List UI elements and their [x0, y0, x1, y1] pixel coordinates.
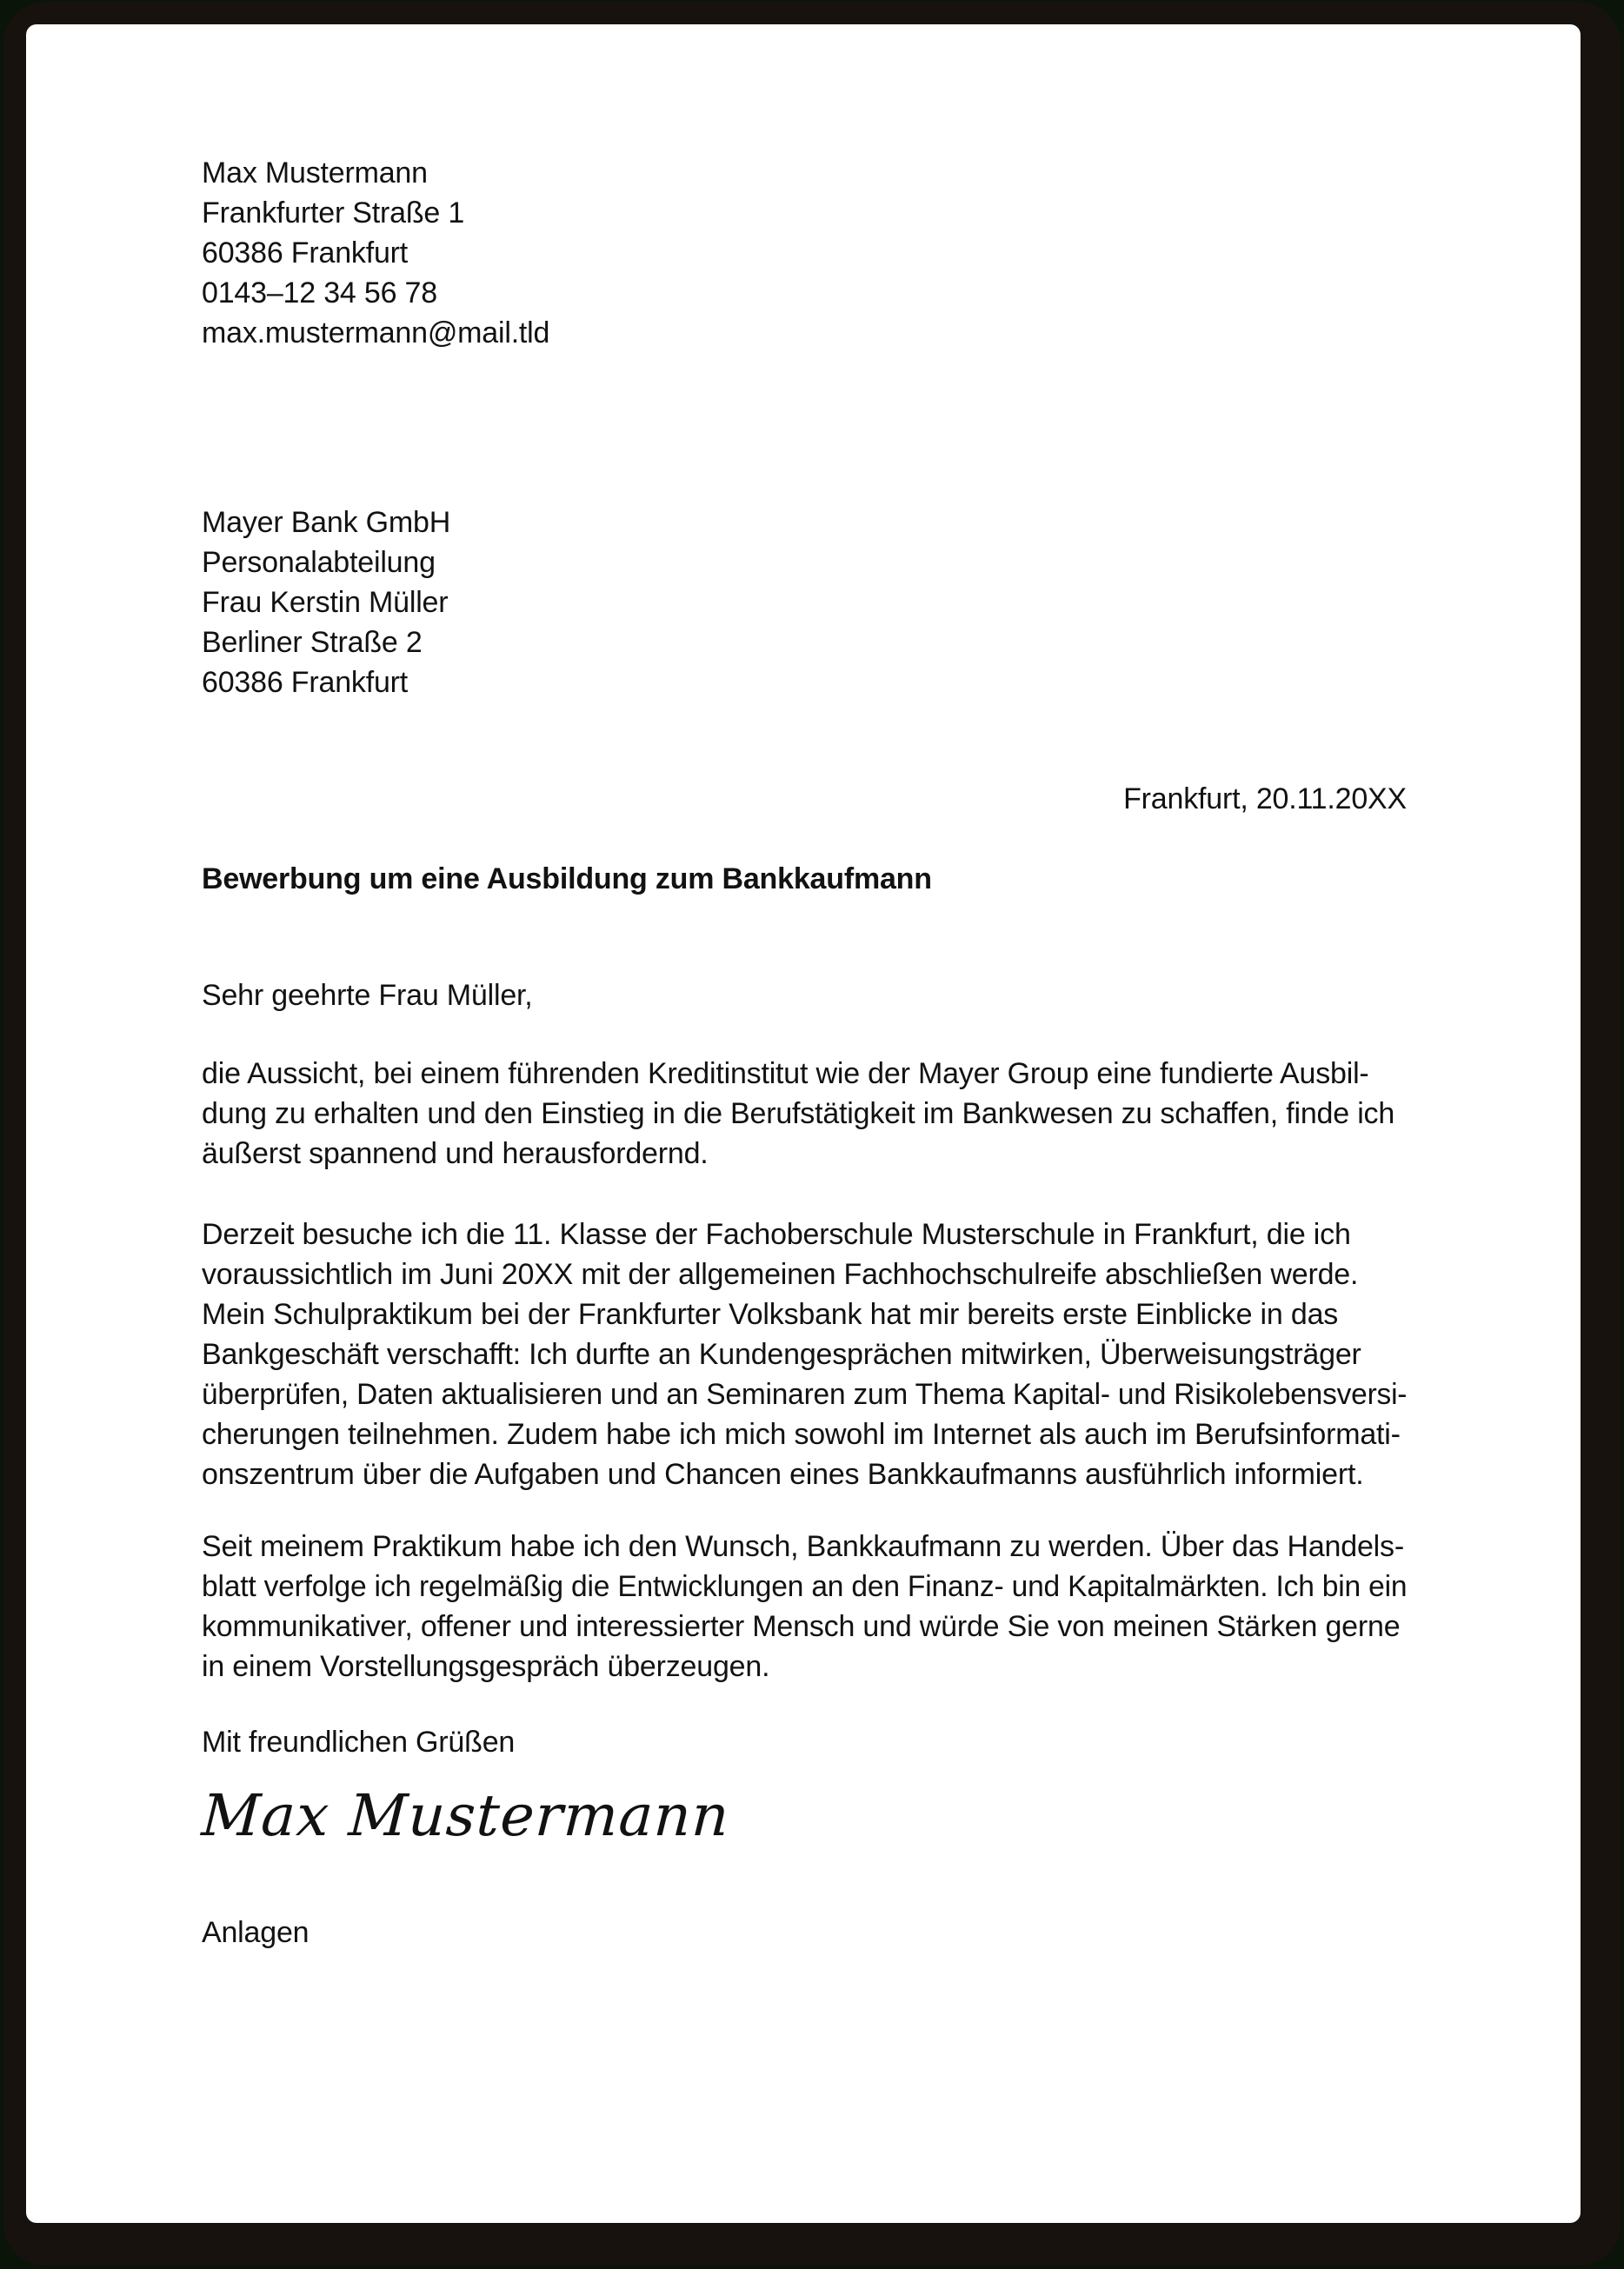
body-paragraph-2 [202, 1214, 1407, 1494]
letter-content [202, 24, 1407, 2223]
body-text-line: blatt verfolge ich regelmäßig die Entwicklungen an den Finanz- und Kapitalmärkten. Ich bin ein [202, 1570, 1408, 1603]
sender-address-line: 0143–12 34 56 78 [202, 276, 437, 309]
body-text-line: äußerst spannend und herausfordernd. [202, 1137, 709, 1170]
body-text-line: Bankgeschäft verschafft: Ich durfte an Kundengesprächen mitwirken, Überweisungsträger [202, 1338, 1361, 1371]
enclosures-label: Anlagen [202, 1916, 309, 1949]
body-text-line: cherungen teilnehmen. Zudem habe ich mich sowohl im Internet als auch im Berufsinformati- [202, 1418, 1401, 1451]
body-text-line: onszentrum über die Aufgaben und Chancen eines Bankkaufmanns ausführlich informiert. [202, 1458, 1364, 1491]
sender-address-line: max.mustermann@mail.tld [202, 316, 550, 349]
body-text-line: Mein Schulpraktikum bei der Frankfurter Volksbank hat mir bereits erste Einblicke in das [202, 1298, 1339, 1331]
signature: Max Mustermann [200, 1782, 732, 1849]
body-text-line: Derzeit besuche ich die 11. Klasse der Fachoberschule Musterschule in Frankfurt, die ich [202, 1218, 1351, 1251]
closing-formula: Mit freundlichen Grüßen [202, 1726, 516, 1759]
body-paragraph-1 [202, 1054, 1407, 1174]
body-text-line: die Aussicht, bei einem führenden Kreditinstitut wie der Mayer Group eine fundierte Ausbil- [202, 1057, 1369, 1090]
body-text-line: überprüfen, Daten aktualisieren und an Seminaren zum Thema Kapital- und Risikolebensversi- [202, 1378, 1408, 1411]
recipient-address-line: 60386 Frankfurt [202, 666, 409, 699]
body-text-line: Seit meinem Praktikum habe ich den Wunsch, Bankkaufmann zu werden. Über das Handels- [202, 1530, 1404, 1563]
body-text-line: in einem Vorstellungsgespräch überzeugen. [202, 1650, 770, 1683]
recipient-address-line: Personalabteilung [202, 546, 436, 579]
sender-address [202, 153, 1407, 353]
sender-address-line: Max Mustermann [202, 156, 428, 190]
body-text-line: dung zu erhalten und den Einstieg in die Berufstätigkeit im Bankwesen zu schaffen, finde ich [202, 1097, 1395, 1130]
date-line: Frankfurt, 20.11.20XX [1123, 782, 1407, 815]
body-text-line: kommunikativer, offener und interessierter Mensch und würde Sie von meinen Stärken gerne [202, 1610, 1401, 1643]
recipient-address [202, 502, 1407, 702]
recipient-address-line: Mayer Bank GmbH [202, 506, 451, 539]
letter-page [26, 24, 1581, 2223]
body-paragraph-3 [202, 1527, 1407, 1687]
salutation: Sehr geehrte Frau Müller, [202, 979, 533, 1012]
recipient-address-line: Berliner Straße 2 [202, 626, 423, 659]
recipient-address-line: Frau Kerstin Müller [202, 586, 449, 619]
body-text-line: voraussichtlich im Juni 20XX mit der allgemeinen Fachhochschulreife abschließen werde. [202, 1258, 1359, 1291]
sender-address-line: 60386 Frankfurt [202, 236, 409, 269]
subject-line: Bewerbung um eine Ausbildung zum Bankkaufmann [202, 862, 932, 895]
sender-address-line: Frankfurter Straße 1 [202, 196, 465, 230]
